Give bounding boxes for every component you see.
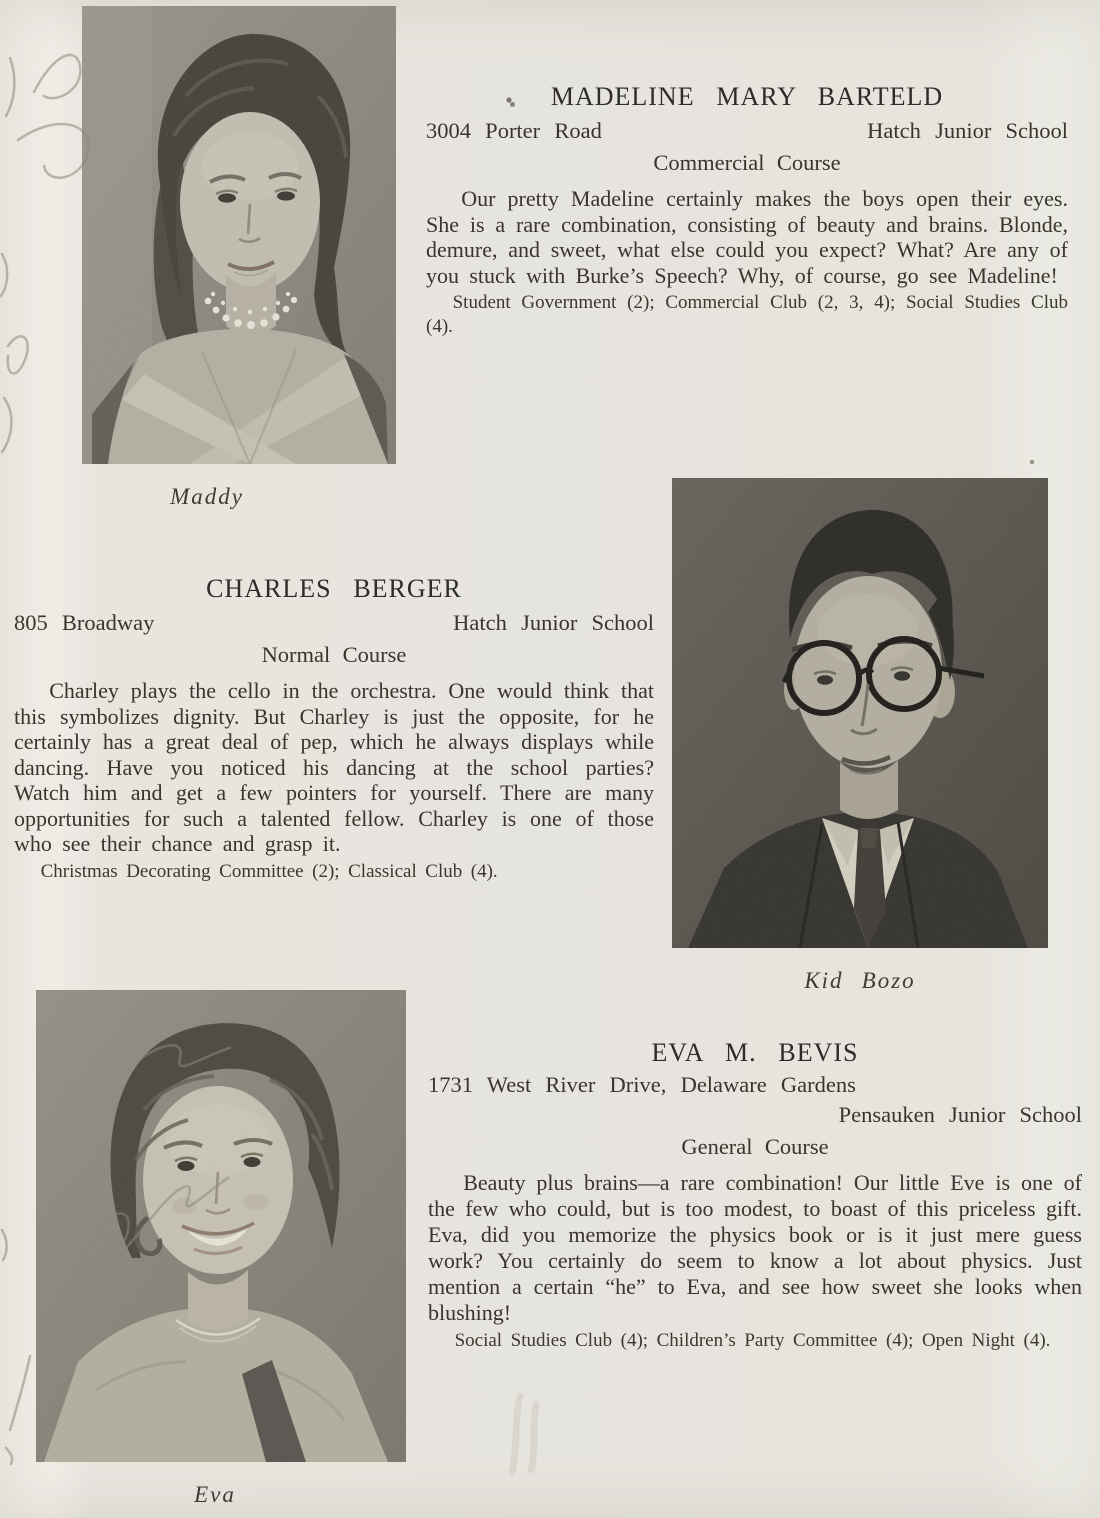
student-activities: Student Government (2); Commercial Club (2, 3, 4); Social Studies Club (4).	[426, 292, 1068, 337]
student-address: 3004 Porter Road	[426, 118, 602, 143]
entry-madeline-barteld	[426, 76, 1068, 338]
student-activities: Social Studies Club (4); Children’s Party Committee (4); Open Night (4).	[454, 1330, 1051, 1351]
student-school: Hatch Junior School	[453, 610, 654, 635]
entry-charles-berger	[14, 574, 654, 883]
photo-caption-eva: Eva	[194, 1482, 236, 1507]
student-course: Normal Course	[261, 642, 407, 667]
ink-speck	[510, 102, 515, 107]
student-name: CHARLES BERGER	[206, 574, 462, 603]
student-bio: Our pretty Madeline certainly makes the boys open their eyes. She is a rare combination, consisting of beauty and brains. Blonde, demure, and sweet, what else could you expect? What? Are any of you stuck with Burke’s Speech? Why, of course, go see Madeline!	[426, 186, 1068, 288]
portrait-photo-eva	[36, 990, 406, 1462]
student-name: MADELINE MARY BARTELD	[550, 82, 944, 111]
portrait-madeline-illustration	[82, 6, 396, 464]
student-course: Commercial Course	[653, 150, 841, 175]
student-address: 805 Broadway	[14, 610, 155, 635]
student-bio: Charley plays the cello in the orchestra. One would think that this symbolizes dignity. But Charley is just the opposite, for he certainly has a great deal of pep, which he always displays while dancing. Have you noticed his dancing at the school parties? Watch him and get a few pointers for yourself. There are many opportunities for such a talented fellow. Charley is one of those who see their chance and grasp it.	[14, 678, 654, 856]
student-course: General Course	[681, 1134, 829, 1159]
portrait-charles-illustration	[672, 478, 1048, 948]
photo-caption-maddy: Maddy	[170, 484, 244, 509]
photo-caption-kid-bozo: Kid Bozo	[804, 968, 916, 993]
student-school: Pensauken Junior School	[838, 1102, 1082, 1127]
student-school: Hatch Junior School	[867, 118, 1068, 143]
entry-eva-bevis	[428, 1038, 1082, 1353]
portrait-photo-madeline	[82, 6, 396, 464]
portrait-eva-illustration	[36, 990, 406, 1462]
student-activities: Christmas Decorating Committee (2); Classical Club (4).	[40, 860, 498, 882]
student-address: 1731 West River Drive, Delaware Gardens	[428, 1072, 856, 1097]
portrait-photo-charles	[672, 478, 1048, 948]
student-bio: Beauty plus brains—a rare combination! Our little Eve is one of the few who could, but is too modest, to boast of this priceless gift. Eva, did you memorize the physics book or is it just mere guess work? You certainly do seem to know a lot about physics. Just mention a certain “he” to Eva, and see how sweet she looks when blushing!	[428, 1170, 1082, 1325]
student-name: EVA M. BEVIS	[651, 1038, 859, 1067]
